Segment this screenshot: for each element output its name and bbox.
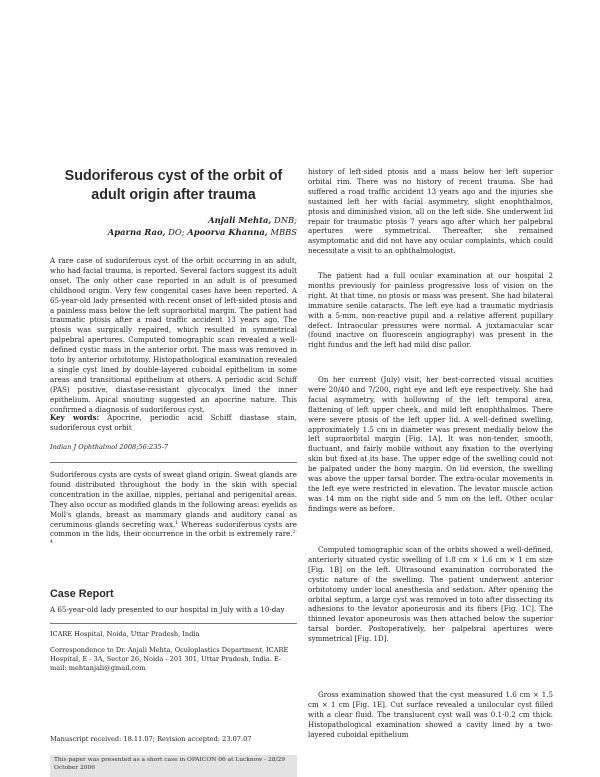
case-intro: A 65-year-old lady presented to our hospital in July with a 10-day xyxy=(50,605,285,614)
introduction-paragraph xyxy=(50,470,297,549)
author-line-2 xyxy=(50,226,297,238)
reference-marker: 2-4 xyxy=(50,530,297,546)
correspondence: Correspondence to Dr. Anjali Mehta, Oculoplastics Department, ICARE Hospital, E - 3A, Sector 26, Noida - 201 301, Uttar Pradesh, India. E-mail: mehtanjali@gmail.com xyxy=(50,646,289,672)
keywords-label: Key words: xyxy=(50,413,100,422)
keywords-text: Apocrine, periodic acid Schiff diastase stain, sudoriferous cyst orbit xyxy=(50,413,297,432)
intro-text-2: Whereas sudoriferous cysts are common in the lids, their occurrence in the orbit is extremely rare. xyxy=(50,519,297,539)
author-name: Anjali Mehta, xyxy=(208,215,272,225)
body-paragraph: On her current (July) visit, her best-corrected visual acuities were 20/40 and 7/200, right eye and left eye respectively. She had facial asymmetry, with hollowing of the left temporal area, flattening of left upper cheek, and mild left enophthalmos. There were severe ptosis of the left upper lid. A well-defined swelling, approximately 1.5 cm in diameter was present medially below the left supraorbital margin [Fig. 1A]. It was non-tender, smooth, fluctuant, and fairly mobile without any fixation to the overlying skin but fixed at its base. The upper edge of the swelling could not be palpated under the bony margin. On lid eversion, the swelling was above the upper tarsal border. The extra-ocular movements in the left eye were restricted in elevation. The levator muscle action was 14 mm on the right side and 5 mm on the left. Other ocular findings were as before. xyxy=(308,375,553,513)
article-title: Sudoriferous cyst of the orbit of adult origin after trauma xyxy=(64,168,283,203)
author-degree: DNB; xyxy=(271,215,297,225)
divider xyxy=(50,623,297,624)
manuscript-dates: Manuscript received: 18.11.07; Revision accepted: 23.07.07 xyxy=(50,735,252,743)
divider xyxy=(50,462,297,463)
author-name: Aparna Rao, xyxy=(107,227,166,237)
section-heading: Case Report xyxy=(50,588,114,600)
body-paragraph: history of left-sided ptosis and a mass below her left superior orbital rim. There was no history of recent trauma. She had suffered a road traffic accident 13 years ago and the injuries she sustained left her with facial asymmetry, slight enophthalmos, ptosis and diminished vision, all on the left side. She underwent lid repair for traumatic ptosis 7 years ago after which her palpebral apertures were symmetrical. Thereafter, she remained asymptomatic and did not have any ocular complaints, which could necessitate a visit to an ophthalmologist. xyxy=(308,167,553,256)
author-list xyxy=(50,214,297,238)
author-line-1 xyxy=(50,214,297,226)
body-paragraph: Gross examination showed that the cyst measured 1.6 cm × 1.5 cm × 1 cm [Fig. 1E]. Cut surface revealed a unilocular cyst filled with a clear fluid. The translucent cyst wall was 0.1-0.2 cm thick. Histopathological examination showed a cavity lined by a two-layered cuboidal epithelium xyxy=(308,690,553,739)
author-name: Apoorva Khanna, xyxy=(187,227,268,237)
affiliation: ICARE Hospital, Noida, Uttar Pradesh, India xyxy=(50,630,200,638)
presentation-note: This paper was presented as a short case in OPAICON 06 at Lucknow - 28/29 October 2006 xyxy=(50,755,297,777)
author-degree: MBBS xyxy=(267,227,297,237)
intro-text: Sudoriferous cysts are cysts of sweat gland origin. Sweat glands are found distributed throughout the body in the skin with special concentration in the axillae, nipples, perianal and perigenital areas. They also occur as modified glands in the following areas: eyelids as Moll's glands, breast as mammary glands and auditory canal as ceruminous glands secreting wax. xyxy=(50,470,297,529)
body-paragraph: Computed tomographic scan of the orbits showed a well-defined, anteriorly situated cystic swelling of 1.8 cm × 1.6 cm × 1 cm size [Fig. 1B] on the left. Ultrasound examination corroborated the cystic nature of the swelling. The patient underwent anterior orbitotomy under local anesthesia and sedation. After opening the orbital septum, a large cyst was removed in toto after dissecting its adhesions to the levator aponeurosis and its fibers [Fig. 1C]. The thinned levator aponeurosis was then attached below the superior tarsal border. Postoperatively, her palpebral apertures were symmetrical [Fig. 1D]. xyxy=(308,545,553,644)
author-degree: DO; xyxy=(165,227,188,237)
body-paragraph: The patient had a full ocular examination at our hospital 2 months previously for painless progressive loss of vision on the right. At that time, no ptosis or mass was present. She had bilateral immature senile cataracts. The left eye had a traumatic mydriasis with a 5-mm, non-reactive pupil and a relative afferent pupillary defect. Intraocular pressures were normal. A juxtamacular scar (found inactive on fluorescein angiography) was present in the right fundus and the left had mild disc pallor. xyxy=(308,271,553,350)
reference-marker: 1 xyxy=(175,520,179,526)
journal-citation: Indian J Ophthalmol 2008;56:235-7 xyxy=(50,443,169,451)
abstract: A rare case of sudoriferous cyst of the orbit occurring in an adult, who had facial trauma, is reported. Several factors suggest its adult onset. The only other case reported in an adult is of presumed childhood origin. Very few congenital cases have been reported. A 65-year-old lady presented with recent onset of left-sided ptosis and a painless mass below the left supraorbital margin. The patient had traumatic ptosis after a road traffic accident 13 years ago. The ptosis was surgically repaired, which resulted in symmetrical palpebral apertures. Computed tomographic scan revealed a well-defined cystic mass in the anterior orbit. The mass was removed in toto by anterior orbitotomy. Histopathological examination revealed a single cyst lined by double-layered cuboidal epithelium in some areas and transitional epithelium at others. A periodic acid Schiff (PAS) positive, diastase-resistant glycocalyx lined the inner epithelium. Apical snouting suggested an apocrine nature. This confirmed a diagnosis of sudoriferous cyst. xyxy=(50,256,297,414)
keywords xyxy=(50,413,297,433)
